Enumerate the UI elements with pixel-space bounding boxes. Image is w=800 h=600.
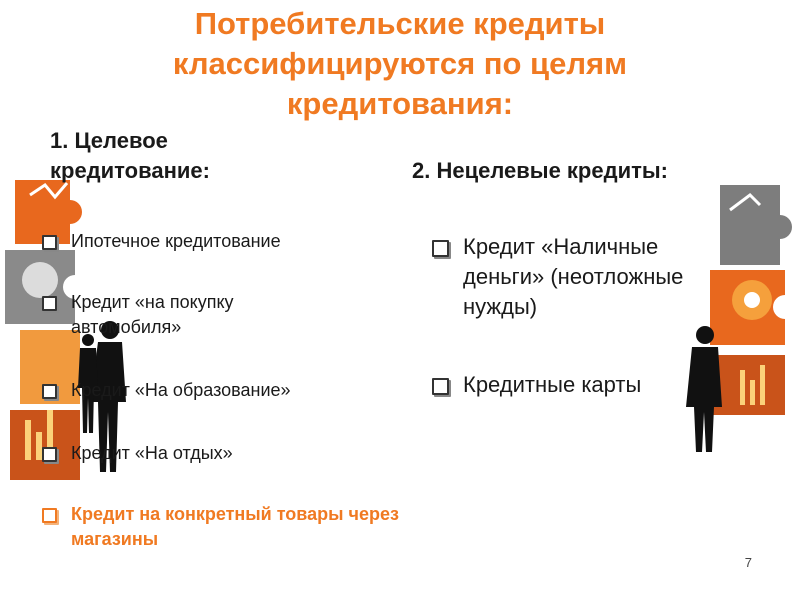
list-item-text: Кредит «на покупку автомобиля» xyxy=(71,292,234,337)
title-line-1: Потребительские кредиты xyxy=(194,6,606,41)
list-item xyxy=(42,378,362,403)
list-item xyxy=(42,502,422,552)
checkbox-bullet-icon xyxy=(42,508,57,523)
left-heading xyxy=(50,126,210,186)
list-item-text: Кредит «Наличные деньги» (неотложные нужды) xyxy=(463,234,684,319)
list-item-text: Кредит «На образование» xyxy=(71,380,291,400)
left-heading-line-1: 1. Целевое xyxy=(50,128,168,153)
checkbox-bullet-icon xyxy=(42,384,57,399)
list-item xyxy=(42,290,292,340)
checkbox-bullet-icon xyxy=(42,235,57,250)
puzzle-illustration-right xyxy=(680,180,800,500)
list-item-text: Ипотечное кредитование xyxy=(71,231,281,251)
list-item-text: Кредитные карты xyxy=(463,372,642,397)
checkbox-bullet-icon xyxy=(42,447,57,462)
list-item xyxy=(432,232,742,322)
right-heading: 2. Нецелевые кредиты: xyxy=(412,158,668,183)
list-item xyxy=(432,370,732,400)
list-item-text: Кредит «На отдых» xyxy=(71,443,233,463)
list-item-text: Кредит на конкретный товары через магазины xyxy=(71,504,399,549)
checkbox-bullet-icon xyxy=(432,240,449,257)
page-number: 7 xyxy=(744,555,752,570)
checkbox-bullet-icon xyxy=(42,296,57,311)
title-line-3: кредитования: xyxy=(286,86,514,121)
slide-title xyxy=(110,4,690,124)
left-heading-line-2: кредитование: xyxy=(50,158,210,183)
list-item xyxy=(42,441,342,466)
title-line-2: классифицируются по целям xyxy=(172,46,628,81)
checkbox-bullet-icon xyxy=(432,378,449,395)
list-item xyxy=(42,229,342,254)
